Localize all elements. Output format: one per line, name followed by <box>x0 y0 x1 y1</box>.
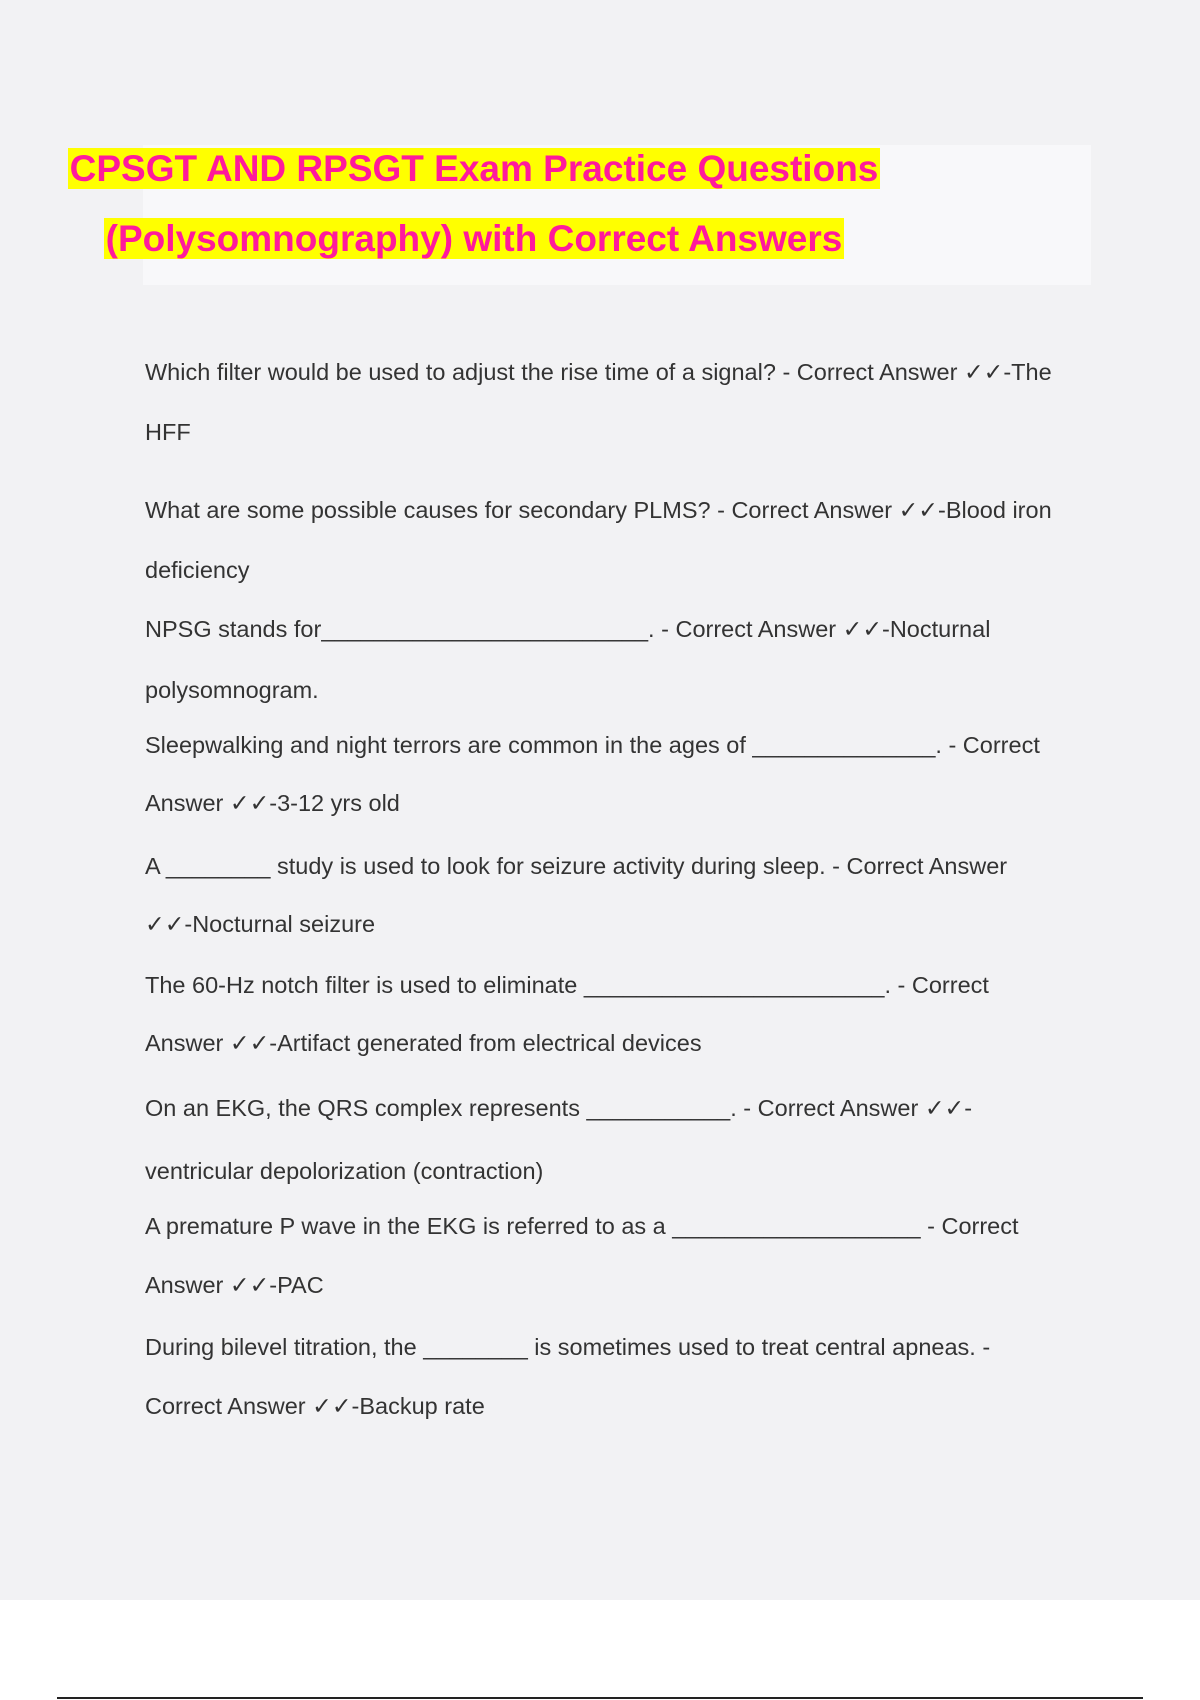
document-title-line-1: CPSGT AND RPSGT Exam Practice Questions <box>69 148 879 189</box>
qa-line: Sleepwalking and night terrors are common in the ages of ______________. - Correct <box>145 732 1040 758</box>
qa-line: Answer ✓✓-Artifact generated from electrical devices <box>145 1030 702 1056</box>
qa-line: ventricular depolorization (contraction) <box>145 1158 544 1184</box>
qa-line: HFF <box>145 419 191 445</box>
qa-line: On an EKG, the QRS complex represents ___________. - Correct Answer ✓✓- <box>145 1095 973 1121</box>
qa-line: During bilevel titration, the ________ is sometimes used to treat central apneas. - <box>145 1334 991 1360</box>
qa-line: A premature P wave in the EKG is referred to as a ___________________ - Correct <box>145 1213 1019 1239</box>
qa-line: What are some possible causes for secondary PLMS? - Correct Answer ✓✓-Blood iron <box>145 497 1052 523</box>
qa-line: Which filter would be used to adjust the rise time of a signal? - Correct Answer ✓✓-The <box>145 359 1052 385</box>
qa-line: NPSG stands for_________________________. - Correct Answer ✓✓-Nocturnal <box>145 616 991 642</box>
qa-line: deficiency <box>145 557 250 583</box>
qa-line: The 60-Hz notch filter is used to eliminate _______________________. - Correct <box>145 972 989 998</box>
document-title-line-2: (Polysomnography) with Correct Answers <box>105 218 843 259</box>
qa-line: A ________ study is used to look for seizure activity during sleep. - Correct Answer <box>145 853 1008 879</box>
qa-line: Answer ✓✓-3-12 yrs old <box>145 790 400 816</box>
qa-line: polysomnogram. <box>145 677 319 703</box>
bottom-divider <box>57 1697 1143 1699</box>
qa-line: Answer ✓✓-PAC <box>145 1272 324 1298</box>
qa-line: Correct Answer ✓✓-Backup rate <box>145 1393 485 1419</box>
qa-line: ✓✓-Nocturnal seizure <box>145 911 376 937</box>
